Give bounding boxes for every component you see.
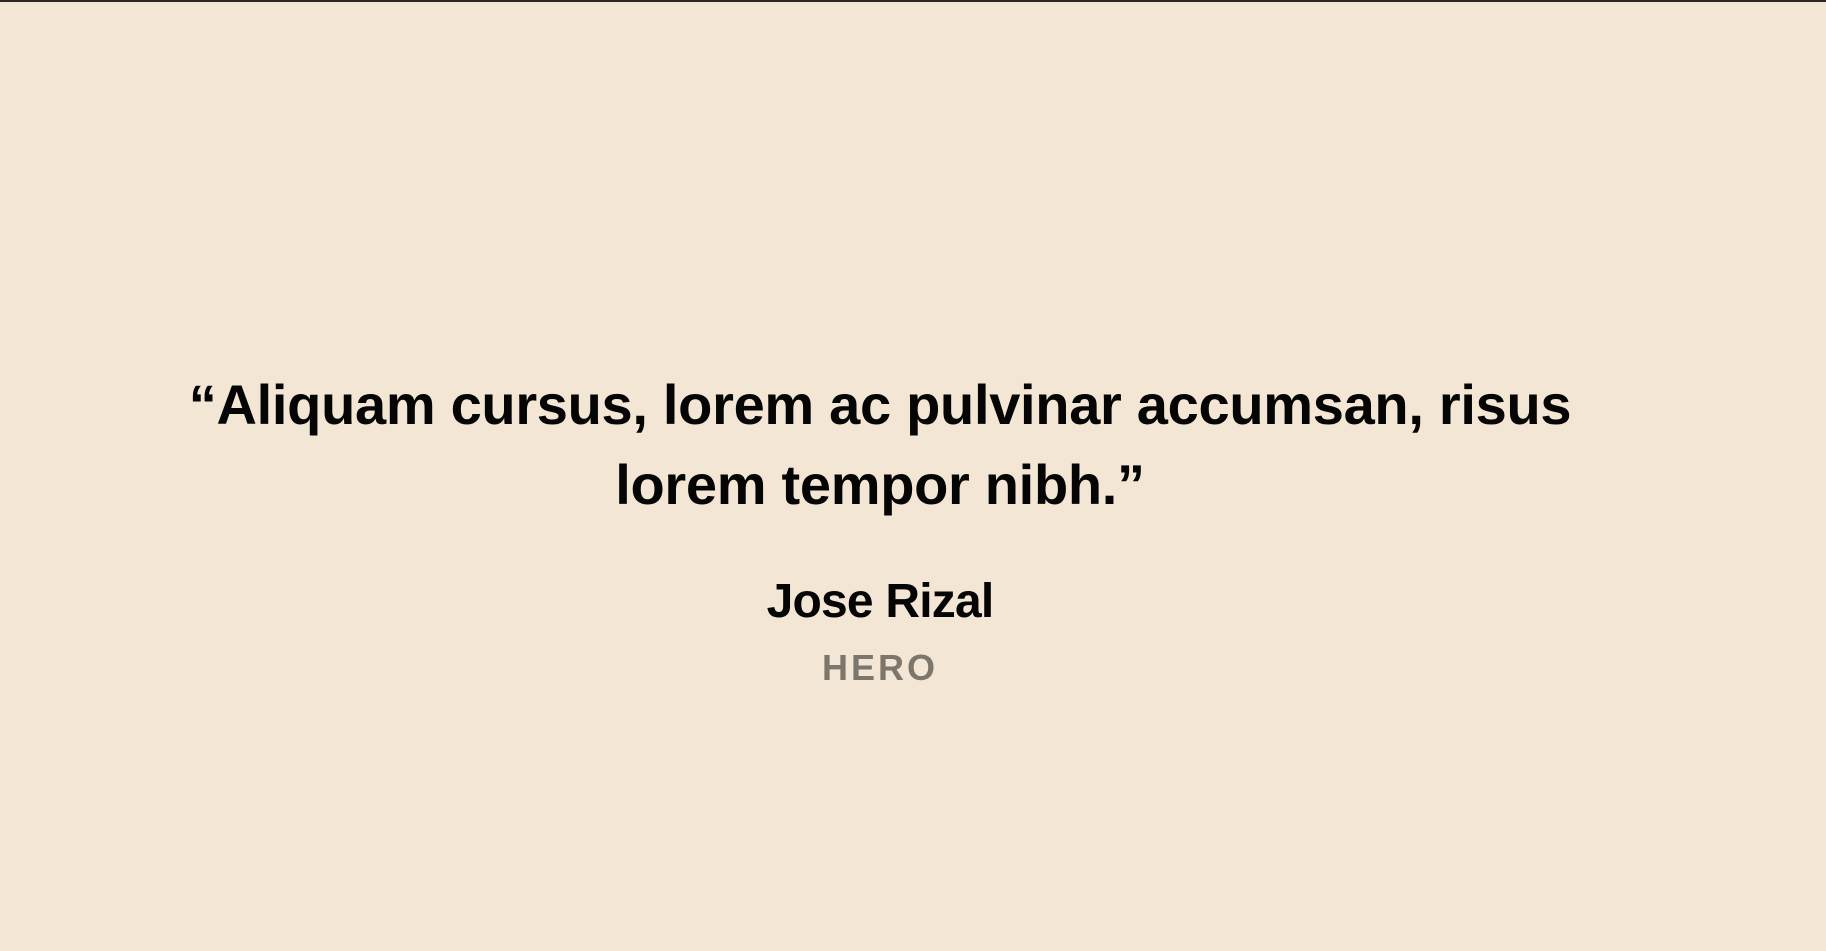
author-role: HERO bbox=[821, 647, 938, 688]
testimonial-quote: “Aliquam cursus, lorem ac pulvinar accumsan, risus lorem tempor nibh.” bbox=[188, 373, 1572, 516]
author-name: Jose Rizal bbox=[766, 575, 994, 628]
